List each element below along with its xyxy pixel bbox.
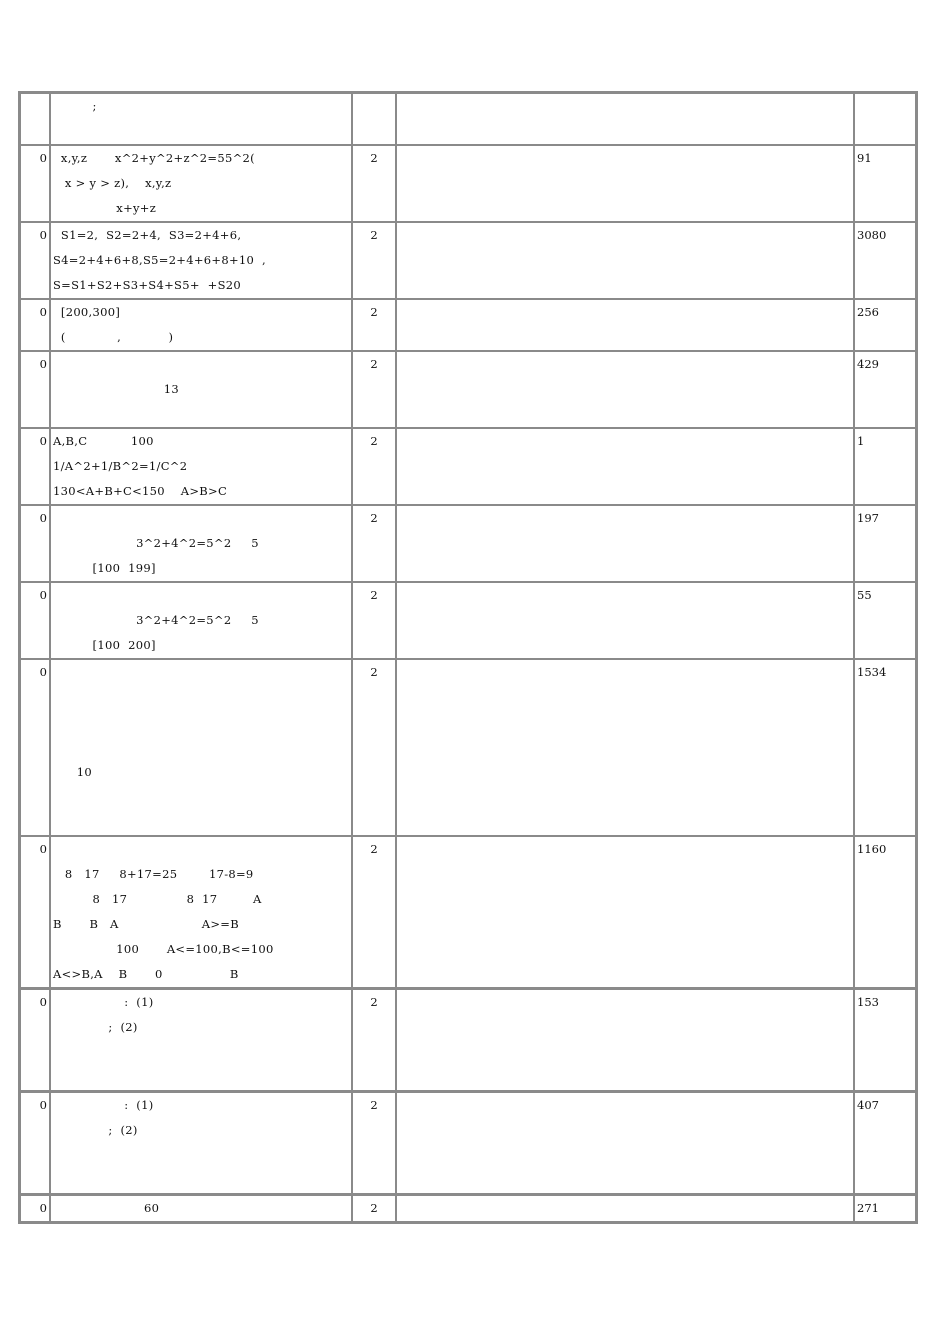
question-line: x+y+z	[53, 201, 180, 215]
answer-entry-cell	[396, 299, 854, 351]
question-line	[53, 352, 349, 377]
answer-value: 1	[854, 428, 916, 505]
question-line: [200,300]	[53, 305, 216, 319]
score-cell: 2	[352, 299, 396, 351]
answer-entry-cell	[396, 836, 854, 989]
answer-entry-cell	[396, 505, 854, 582]
question-text	[50, 1195, 352, 1222]
question-line: 8 17 8 17 A	[53, 892, 270, 906]
question-line	[53, 810, 349, 835]
answer-entry-cell	[396, 659, 854, 836]
table-row	[20, 505, 916, 582]
table-row	[20, 299, 916, 351]
table-row	[20, 582, 916, 659]
answer-entry-cell	[396, 222, 854, 299]
question-line: S4=2+4+6+8,S5=2+4+6+8+10 ,	[53, 253, 274, 267]
question-text	[50, 145, 352, 222]
row-index: 0	[20, 428, 50, 505]
row-index: 0	[20, 1092, 50, 1195]
answer-value: 271	[854, 1195, 916, 1222]
answer-value: 256	[854, 299, 916, 351]
question-line: x > y > z), x,y,z	[53, 176, 204, 190]
question-line: x,y,z x^2+y^2+z^2=55^2(	[53, 151, 267, 165]
row-index: 0	[20, 222, 50, 299]
question-text	[50, 351, 352, 428]
row-index: 0	[20, 351, 50, 428]
answer-value: 1534	[854, 659, 916, 836]
question-line	[53, 1065, 349, 1090]
table-row	[20, 93, 916, 145]
question-text	[50, 659, 352, 836]
score-cell: 2	[352, 659, 396, 836]
table-row	[20, 989, 916, 1092]
score-cell	[352, 93, 396, 145]
answer-value: 3080	[854, 222, 916, 299]
question-text	[50, 836, 352, 989]
question-line	[53, 735, 349, 760]
question-line: 10	[53, 765, 164, 779]
question-line: ;	[53, 99, 117, 113]
row-index	[20, 93, 50, 145]
question-line: [100 199]	[53, 561, 192, 575]
question-line: ; (2)	[53, 1123, 194, 1137]
row-index: 0	[20, 989, 50, 1092]
question-line: 1/A^2+1/B^2=1/C^2	[53, 459, 243, 473]
question-text	[50, 93, 352, 145]
row-index: 0	[20, 1195, 50, 1222]
question-line: 3^2+4^2=5^2 5	[53, 613, 259, 627]
row-index: 0	[20, 145, 50, 222]
answer-value: 153	[854, 989, 916, 1092]
table-row	[20, 222, 916, 299]
question-line: A<>B,A B 0 B	[53, 967, 263, 981]
answer-value: 197	[854, 505, 916, 582]
table-row	[20, 1092, 916, 1195]
question-line: 8 17 8+17=25 17-8=9	[53, 867, 282, 881]
question-text	[50, 1092, 352, 1195]
answer-value: 1160	[854, 836, 916, 989]
answer-entry-cell	[396, 1195, 854, 1222]
score-cell: 2	[352, 582, 396, 659]
question-text	[50, 505, 352, 582]
row-index: 0	[20, 582, 50, 659]
question-line: A,B,C 100	[53, 434, 194, 448]
question-line	[53, 785, 349, 810]
answer-entry-cell	[396, 1092, 854, 1195]
table-row	[20, 659, 916, 836]
answer-entry-cell	[396, 989, 854, 1092]
question-line: ( , )	[53, 330, 182, 344]
answer-entry-cell	[396, 145, 854, 222]
row-index: 0	[20, 299, 50, 351]
question-line	[53, 685, 349, 710]
score-cell: 2	[352, 351, 396, 428]
answer-entry-cell	[396, 428, 854, 505]
question-line: : (1)	[53, 1098, 190, 1112]
row-index: 0	[20, 659, 50, 836]
question-line	[53, 1040, 349, 1065]
question-line: 13	[53, 382, 199, 396]
question-table-body	[20, 93, 916, 1222]
question-line: S1=2, S2=2+4, S3=2+4+6,	[53, 228, 242, 242]
answer-entry-cell	[396, 582, 854, 659]
score-cell: 2	[352, 505, 396, 582]
score-cell: 2	[352, 145, 396, 222]
question-text	[50, 222, 352, 299]
question-line: 100 A<=100,B<=100	[53, 942, 282, 956]
answer-value	[854, 93, 916, 145]
answer-value: 429	[854, 351, 916, 428]
question-text	[50, 989, 352, 1092]
score-cell: 2	[352, 428, 396, 505]
score-cell: 2	[352, 222, 396, 299]
question-line: B B A A>=B	[53, 917, 247, 931]
row-index: 0	[20, 505, 50, 582]
score-cell: 2	[352, 989, 396, 1092]
question-line	[53, 119, 349, 144]
row-index: 0	[20, 836, 50, 989]
question-line	[53, 583, 349, 608]
answer-entry-cell	[396, 93, 854, 145]
question-line: 3^2+4^2=5^2 5	[53, 536, 259, 550]
question-line	[53, 506, 349, 531]
table-row	[20, 836, 916, 989]
question-text	[50, 582, 352, 659]
question-table	[18, 91, 918, 1224]
question-line: [100 200]	[53, 638, 192, 652]
table-row	[20, 351, 916, 428]
question-line: ; (2)	[53, 1020, 194, 1034]
answer-value: 55	[854, 582, 916, 659]
question-line	[53, 1143, 349, 1168]
question-line: S=S1+S2+S3+S4+S5+ +S20	[53, 278, 257, 292]
question-line: : (1)	[53, 995, 190, 1009]
score-cell: 2	[352, 836, 396, 989]
question-line	[53, 837, 349, 862]
question-text	[50, 299, 352, 351]
answer-entry-cell	[396, 351, 854, 428]
question-line: 60	[53, 1201, 191, 1215]
table-row	[20, 145, 916, 222]
score-cell: 2	[352, 1195, 396, 1222]
question-line: 130<A+B+C<150 A>B>C	[53, 484, 291, 498]
question-line	[53, 1168, 349, 1193]
question-line	[53, 402, 349, 427]
answer-value: 407	[854, 1092, 916, 1195]
score-cell: 2	[352, 1092, 396, 1195]
question-line	[53, 710, 349, 735]
question-line	[53, 660, 349, 685]
question-text	[50, 428, 352, 505]
answer-value: 91	[854, 145, 916, 222]
table-row	[20, 428, 916, 505]
table-row	[20, 1195, 916, 1222]
